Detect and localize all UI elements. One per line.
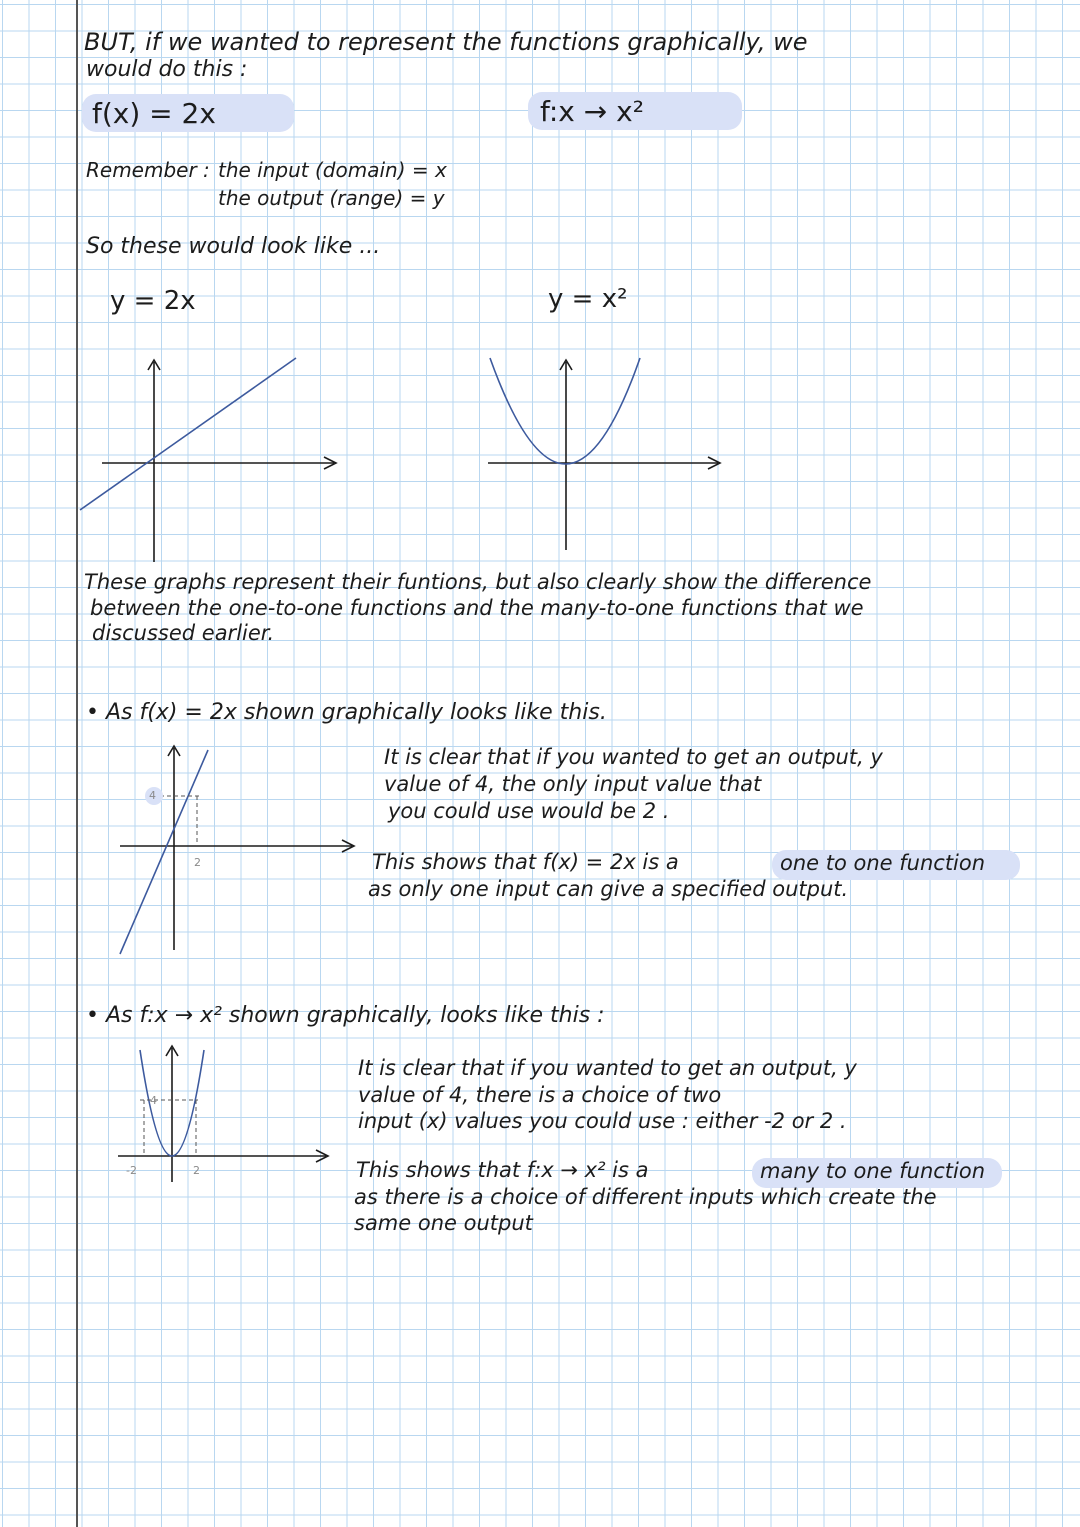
linear-detail-line	[120, 750, 208, 954]
linear-p1-line-3: you could use would be 2 .	[388, 799, 670, 823]
parabola-curve	[490, 358, 640, 464]
function-f1: f(x) = 2x	[92, 97, 216, 130]
function-f2: f:x → x²	[540, 95, 644, 128]
linear-line	[80, 358, 296, 510]
linear-detail-graph	[100, 740, 370, 960]
linear-p2-line-1b: one to one function	[780, 851, 986, 875]
quadratic-p1-line-3: input (x) values you could use : either -2 or 2 .	[358, 1109, 847, 1133]
intro-line-2: would do this :	[86, 57, 248, 82]
quadratic-axis-y-label: 4	[150, 1094, 157, 1107]
notebook-margin-line	[76, 0, 78, 1527]
intro-line-1: BUT, if we wanted to represent the functions graphically, we	[84, 28, 808, 56]
difference-line-1: These graphs represent their funtions, but also clearly show the difference	[84, 570, 872, 594]
difference-line-3: discussed earlier.	[92, 621, 275, 645]
linear-graph	[70, 350, 360, 570]
remember-range: the output (range) = y	[218, 186, 445, 210]
quadratic-p1-line-1: It is clear that if you wanted to get an output, y	[358, 1056, 857, 1080]
linear-p1-line-2: value of 4, the only input value that	[384, 772, 762, 796]
quadratic-graph	[480, 350, 730, 560]
remember-label: Remember :	[86, 158, 210, 182]
section-quadratic-heading: • As f:x → x² shown graphically, looks like this :	[86, 1003, 605, 1028]
linear-p2-line-1a: This shows that f(x) = 2x is a	[372, 850, 679, 874]
graph-title-quadratic: y = x²	[548, 284, 628, 314]
quadratic-p2-line-3: same one output	[354, 1211, 533, 1235]
graph-title-linear: y = 2x	[110, 286, 196, 316]
quadratic-p2-line-1b: many to one function	[760, 1159, 986, 1183]
quadratic-p2-line-2: as there is a choice of different inputs which create the	[354, 1185, 937, 1209]
quadratic-axis-x-neg-label: -2	[126, 1164, 137, 1177]
linear-p1-line-1: It is clear that if you wanted to get an output, y	[384, 745, 883, 769]
linear-axis-y-label: 4	[149, 789, 156, 802]
section-linear-heading: • As f(x) = 2x shown graphically looks like this.	[86, 700, 607, 725]
quadratic-p2-line-1a: This shows that f:x → x² is a	[356, 1158, 649, 1182]
quadratic-p1-line-2: value of 4, there is a choice of two	[358, 1083, 722, 1107]
remember-domain: the input (domain) = x	[218, 158, 447, 182]
difference-line-2: between the one-to-one functions and the many-to-one functions that we	[90, 596, 864, 620]
quadratic-axis-x-pos-label: 2	[193, 1164, 200, 1177]
linear-axis-x-label: 2	[194, 856, 201, 869]
look-like-text: So these would look like ...	[86, 234, 381, 259]
linear-p2-line-2: as only one input can give a specified output.	[368, 877, 849, 901]
